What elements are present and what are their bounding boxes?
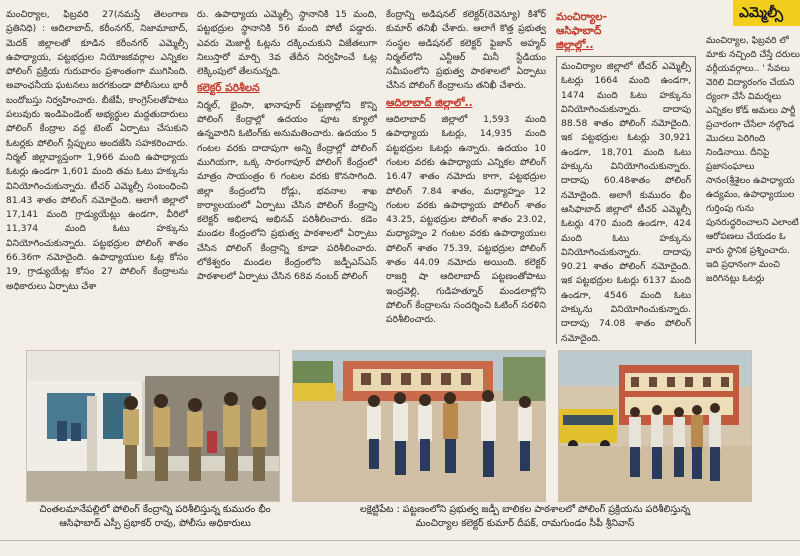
column-3-text-a: కేంద్రాన్ని అడిషనల్ కలెక్టర్(రెవెన్యూ) కిశోర్ కుమార్ తనిఖీ చేశారు. ఆలాగే కొత్త ప్రభుత్వ సంస్థల అడిషనల్ కలెక్టర్ ఫైజాన్ అహ్మద్ నిర్మల్‌లోని ఎన్టీఆర్ మినీ స్టేడియం సమీపంలోని ప్రభుత్వ పాఠశాలలో ఏర్పాటు చేసిన పోలింగ్ కేంద్రాలను తనిఖీ చేశారు.: [386, 9, 546, 92]
article-column-1: [6, 8, 188, 344]
column-3-text-b: ఆదిలాబాద్ జిల్లాలో 1,593 మంది ఉపాధ్యాయ ఓటర్లు, 14,935 మంది పట్టభద్రుల ఓటర్లు ఉన్నారు. ఉదయం 10 గంటల వరకు ఉపాధ్యాయ ఎన్నికల పోలింగ్ 16.47 శాతం నమోదు కాగా, పట్టభద్రుల పోలింగ్ 7.84 శాతం, మధ్యాహ్నం 12 గంటల వరకు ఉపాధ్యాయ పోలింగ్ శాతం 43.25, పట్టభద్రుల పోలింగ్ శాతం 23.02, మధ్యాహ్నం 2 గంటల వరకు ఉపాధ్యాయుల పోలింగ్ శాతం 75.39, పట్టభద్రుల పోలింగ్ శాతం 44.09 నమోదు అయింది. కలెక్టర్ రాజర్షి షా ఆదిలాబాద్ పట్టణంతోపాటు ఇంద్రవెల్లి, గుడిహత్నూర్ మండలాల్లోని పోలింగ్ కేంద్రాలను సందర్శించి ఓటింగ్ సరళిని పరిశీలించారు.: [386, 114, 546, 326]
subheading-collector-inspection: కలెక్టర్ పరిశీలన: [197, 82, 260, 95]
photo-school-building-bus: [558, 350, 752, 502]
mlc-headline-badge: ఎమ్మెల్సీ: [733, 0, 800, 26]
article-column-4: [556, 8, 696, 344]
school-bus-scene-image: [559, 351, 751, 501]
police-scene-image: [27, 351, 279, 501]
subheading-mancherial-asifabad: మంచిర్యాల- ఆసిఫాబాద్ జిల్లాల్లో..: [556, 11, 607, 51]
article-column-2: [197, 8, 377, 344]
column-2-text-a: రు. ఉపాధ్యాయ ఎమ్మెల్సీ స్థానానికి 15 మంది, పట్టభద్రుల స్థానానికి 56 మంది పోటీ పడ్డారు. ఎవరు మెజార్టీ ఓట్లను దక్కించుకుని విజేతలుగా నిలుస్తారో మార్చి 3వ తేదీన నిర్వహించే ఓట్ల లెక్కింపులో తేలనున్నది.: [197, 9, 377, 78]
column-4-text: మంచిర్యాల జిల్లాలో టీచర్ ఎమ్మెల్సీ ఓటర్లు 1664 మంది ఉండగా, 1474 మంది ఓటు హక్కును వినియోగించుకున్నారు. దాదాపు 88.58 శాతం పోలింగ్ నమోదైంది. ఇక పట్టభద్రుల ఓటర్లు 30,921 ఉండగా, 18,701 మంది ఓటు హక్కును వినియోగించుకున్నారు. దాదాపు 60.48శాతం పోలింగ్ నమోదైంది. అలాగే కుమురం భీం ఆసిఫాబాద్ జిల్లాలో టీచర్ ఎమ్మెల్సీ ఓటర్లు 470 మంది ఉండగా, 424 మంది ఓటు హక్కును వినియోగించుకున్నారు. దాదాపు 90.21 శాతం పోలింగ్ నమోదైంది. ఇక పట్టభద్రుల ఓటర్లు 6137 మంది ఉండగా, 4546 మంది ఓటు హక్కును వినియోగించుకున్నారు. దాదాపు 74.08 శాతం పోలింగ్ నమోదైంది.: [561, 61, 691, 344]
article-column-5: [706, 34, 800, 344]
bottom-divider: [0, 540, 800, 541]
photo-collector-school-visit: [292, 350, 546, 502]
caption-right-photos: లక్షెట్టిపేట : పట్టణంలోని ప్రభుత్వ జడ్పీ బాలికల పాఠశాలలో పోలింగ్ ప్రక్రియను పరిశీలిస్తున్న మంచిర్యాల కలెక్టర్ కుమార్ దీపక్, రామగుండం సీపీ శ్రీనివాస్: [359, 504, 691, 529]
column-1-text: మంచిర్యాల, ఫిబ్రవరి 27(నమస్తే తెలంగాణ ప్రతినిధి) : ఆదిలాబాద్, కరీంనగర్, నిజామాబాద్, మెదక్ జిల్లాలతో కూడిన కరీంనగర్ ఎమ్మెల్సీ ఉపాధ్యాయ, పట్టభద్రుల నియోజకవర్గాల ఎన్నికల పోలింగ్ ప్రక్రియ గురువారం ప్రశాంతంగా ముగిసింది. అవాంఛనీయ ఘటనలు జరగకుండా పోలీసులు భారీ బందోబస్తు నిర్వహించారు. బీజేపీ, కాంగ్రెస్‌లతోపాటు పలువురు ఇండిపెండెంట్ అభ్యర్థుల మద్దతుదారులు పోలింగ్ కేంద్రాల వద్ద టెంట్ ఏర్పాటు చేసుకుని ఓటర్లకు పోలింగ్ స్లిప్పులు అందజేసి సహకరించారు. నిర్మల్ జిల్లావ్యాప్తంగా 1,966 మంది ఉపాధ్యాయ ఓటర్లు ఉండగా 1,601 మంది తమ ఓటు హక్కును వినియోగించుకున్నారు. టీచర్ ఎమ్మెల్సీ సంబంధించి 81.43 శాతం పోలింగ్ నమోదైంది. ఆలాగే జిల్లాలో 17,141 మంది గ్రాడ్యుయేట్లు ఉండగా, వీరిలో 11,374 మంది ఓటు హక్కును వినియోగించుకున్నారు. పట్టభద్రుల పోలింగ్ శాతం 66.36గా నమోదైంది. ఉపాధ్యాయుల ఓట్ల కోసం 19, గ్రాడ్యుయేట్ల కోసం 27 పోలింగ్ కేంద్రాలను అధికారులు ఏర్పాటు చేశా: [6, 9, 188, 292]
school-scene-image: [293, 351, 545, 501]
subheading-adilabad: ఆదిలాబాద్ జిల్లాలో..: [386, 96, 473, 109]
photo-police-polling-centre: [26, 350, 280, 502]
article-column-3: [386, 8, 546, 344]
caption-left-photo: చింతలమానేపల్లిలో పోలింగ్ కేంద్రాన్ని పరిశీలిస్తున్న కుమురం భీం ఆసిఫాబాద్ ఎస్పీ ప్రభాకర్ రావు, పోలీసు అధికారులు: [39, 504, 271, 529]
statistics-box: [556, 56, 696, 344]
column-5-text: మంచిర్యాల, ఫిబ్రవరి లో మాకు నచ్చింది చేస్తే దరులు వర్గీయవర్గాలు.. ' సేవలు వెరిలి విద్యారంగం చేయని ద్యంగా చేసే విమర్శలు ఎన్నికల కోడ్ అమలు పార్టీ ప్రచారంగా చేసేలా నల్గొండ మొదలు పెరిగింది నిండినాయి. దీనిపై ప్రజాసంఘాలు సానం(శ్రీశైలం ఉపాధ్యాయ ఉద్యమం, ఉపాధ్యాయుల గుర్తింపు గును పునరుద్ధరించాలని ఎలాంటి ఆరోపణలు చేయడం ఓ వారు స్థానిక ప్రశ్నించారు. ఇది ప్రధానంగా మంచి జరిగినట్లు ఓటర్లు: [706, 36, 800, 284]
column-2-text-b: నిర్మల్, భైంసా, ఖానాపూర్ పట్టణాల్లోని కొన్ని పోలింగ్ కేంద్రాల్లో ఉదయం పూట క్యూలో ఉన్నవారిని ఓటింగ్‌కు అనుమతించారు. ఉదయం 5 గంటల వరకు దాదాపుగా అన్ని కేంద్రాల్లో పోలింగ్ ముగియగా, ఒక్క సారంగాపూర్ పోలింగ్ కేంద్రంలో మాత్రం సాయంత్రం 6 గంటల వరకు కొనసాగింది. జిల్లా కేంద్రంలోని రోడ్లు, భవనాల శాఖ కార్యాలయంలో ఏర్పాటు చేసిన పోలింగ్ కేంద్రాన్ని కలెక్టర్ అభిలాష అభినవ్ పరిశీలించారు. కడెం మండల కేంద్రంలోని ప్రభుత్వ పాఠశాలలో ఏర్పాటు చేసిన పోలింగ్ కేంద్రాన్ని కూడా పరిశీలించారు. లోకేశ్వరం మండల కేంద్రంలోని జడ్పీఎస్‌ఎస్ పాఠశాలలో ఏర్పాటు చేసిన 68వ నంబర్ పోలింగ్: [197, 99, 377, 283]
